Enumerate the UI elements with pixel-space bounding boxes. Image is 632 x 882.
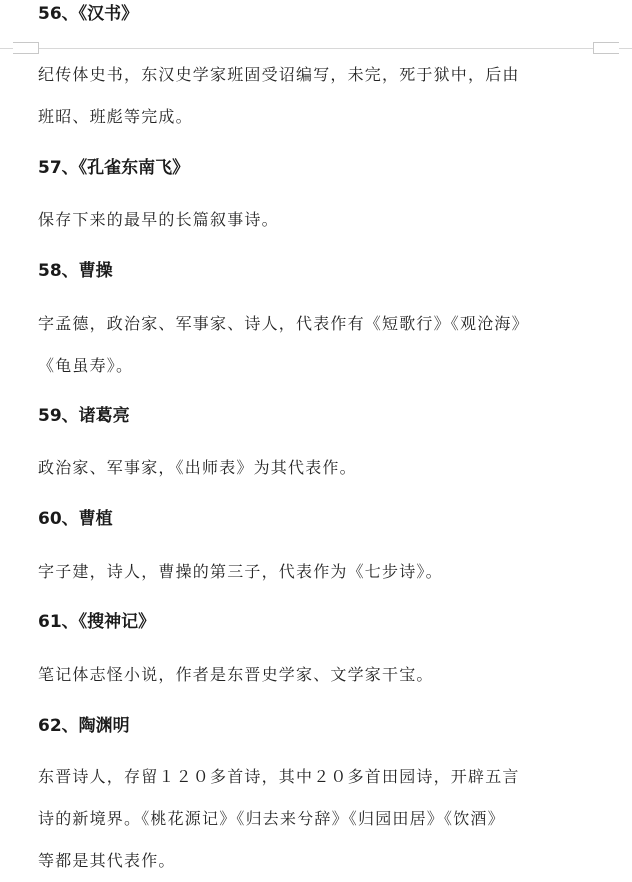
entry-description-56 [38,54,598,138]
entry-description-line: 保存下来的最早的长篇叙事诗。 [38,210,279,229]
entry-description-57 [38,199,598,241]
entry-description-59 [38,447,598,489]
entry-description-line: 政治家、军事家，《出师表》为其代表作。 [38,458,357,477]
page-margin-line [0,48,632,49]
entry-description-line: 班昭、班彪等完成。 [38,107,193,126]
entry-title-59: 59、诸葛亮 [38,406,130,426]
entry-description-62 [38,756,598,882]
entry-description-line: 东晋诗人，存留１２０多首诗，其中２０多首田园诗，开辟五言 [38,767,520,786]
entry-description-line: 笔记体志怪小说，作者是东晋史学家、文学家干宝。 [38,665,434,684]
entry-title-58: 58、曹操 [38,261,113,281]
entry-title-61: 61、《搜神记》 [38,612,156,632]
entry-title-60: 60、曹植 [38,509,113,529]
entry-title-62: 62、陶渊明 [38,716,130,736]
entry-description-line: 字子建，诗人，曹操的第三子，代表作为《七步诗》。 [38,562,443,581]
entry-description-line: 等都是其代表作。 [38,851,176,870]
entry-description-line: 《龟虽寿》。 [38,356,134,375]
entry-description-line: 字孟德，政治家、军事家、诗人，代表作有《短歌行》《观沧海》 [38,314,529,333]
entry-description-58 [38,303,598,387]
right-margin-marker [593,42,619,54]
entry-description-60 [38,551,598,593]
left-margin-marker [13,42,39,54]
entry-description-line: 诗的新境界。《桃花源记》《归去来兮辞》《归园田居》《饮酒》 [38,809,505,828]
entry-title-57: 57、《孔雀东南飞》 [38,158,190,178]
entry-description-61 [38,654,598,696]
entry-title-56: 56、《汉书》 [38,4,139,24]
entry-description-line: 纪传体史书，东汉史学家班固受诏编写，未完，死于狱中，后由 [38,65,520,84]
